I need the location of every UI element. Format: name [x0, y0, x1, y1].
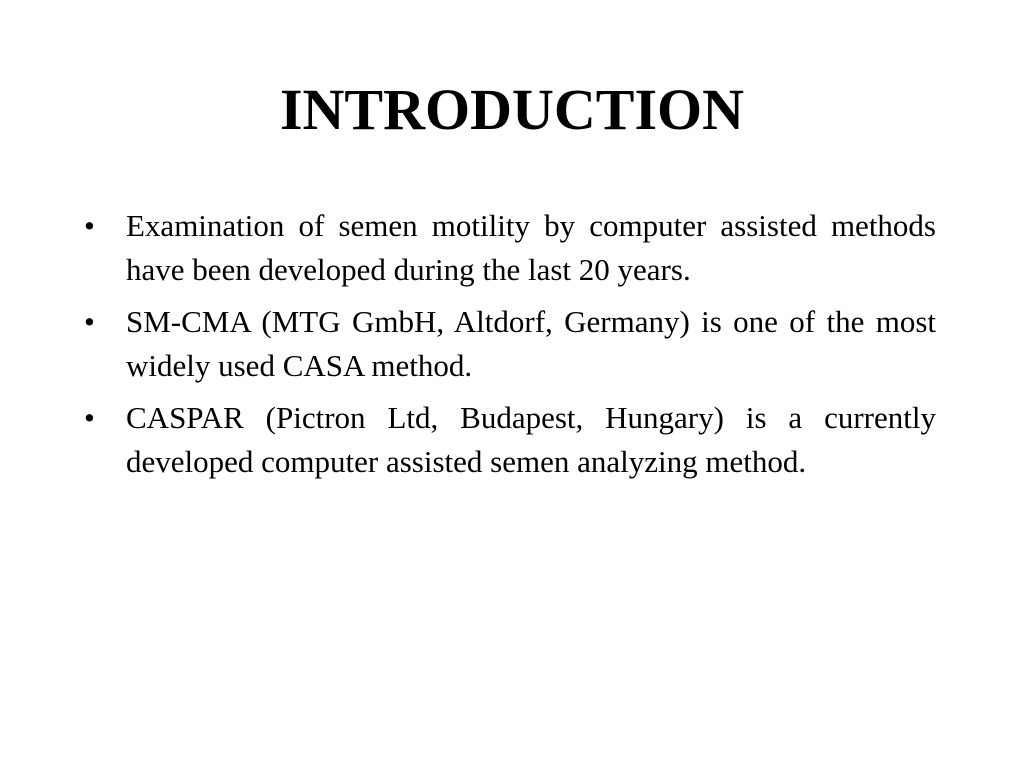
bullet-item [84, 396, 936, 484]
bullet-item [84, 204, 936, 292]
bullet-text: CASPAR (Pictron Ltd, Budapest, Hungary) is a currently developed computer assisted semen analyzing method. [126, 400, 936, 479]
slide-title: INTRODUCTION [279, 77, 745, 142]
bullet-item [84, 300, 936, 388]
bullet-icon: • [84, 400, 95, 435]
bullet-text: SM-CMA (MTG GmbH, Altdorf, Germany) is one of the most widely used CASA method. [126, 304, 936, 383]
bullet-list [84, 204, 936, 492]
bullet-icon: • [84, 208, 95, 243]
bullet-icon: • [84, 304, 95, 339]
bullet-text: Examination of semen motility by computer assisted methods have been developed during the last 20 years. [126, 208, 936, 287]
